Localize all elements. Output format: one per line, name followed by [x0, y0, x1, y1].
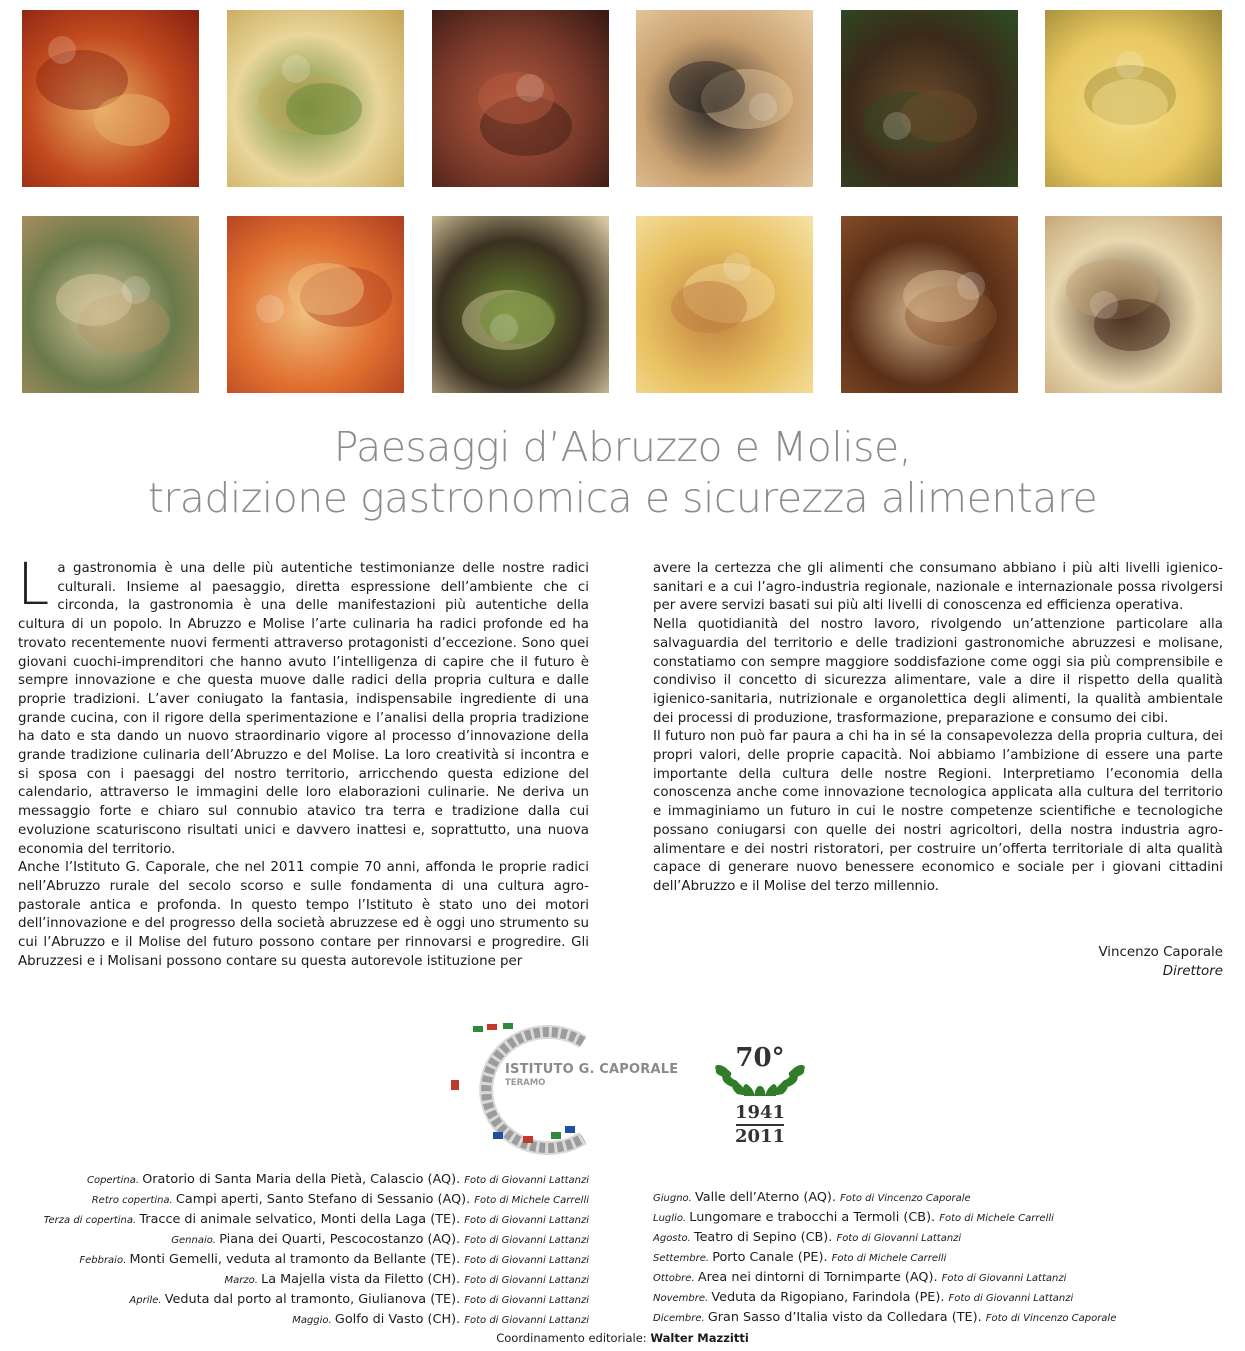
photo-credit-row — [653, 1208, 1116, 1228]
credit-author: Foto di Giovanni Lattanzi — [836, 1233, 962, 1244]
photo-seafood-pasta — [636, 10, 813, 187]
credit-place: Campi aperti, Santo Stefano di Sessanio (AQ). — [175, 1192, 475, 1207]
photo-credit-row — [44, 1250, 589, 1270]
credit-place: Golfo di Vasto (CH). — [334, 1312, 465, 1327]
photo-credit-row — [44, 1310, 589, 1330]
photo-credit-row — [653, 1248, 1116, 1268]
credit-month: Copertina. — [86, 1175, 143, 1186]
credit-month: Terza di copertina. — [43, 1215, 140, 1226]
credit-place: La Majella vista da Filetto (CH). — [261, 1272, 465, 1287]
photo-credit-row — [44, 1290, 589, 1310]
paragraph: avere la certezza che gli alimenti che consumano abbiano i più alti livelli igienico-sanitari e a cui l’agro-industria regionale, nazionale e internazionale possa rivolgersi per avere servizi basati sui più alti livelli di conoscenza ed efficienza operativa. — [653, 561, 1223, 614]
photo-truffle-gnocchi — [432, 216, 609, 393]
photo-foie-gras — [841, 216, 1018, 393]
laurel-wreath-icon — [710, 1016, 810, 1096]
year-end: 2011 — [734, 1126, 786, 1147]
credit-place: Lungomare e trabocchi a Termoli (CB). — [689, 1210, 940, 1225]
credit-month: Agosto. — [653, 1233, 694, 1244]
credit-month: Ottobre. — [653, 1273, 698, 1284]
credit-month: Maggio. — [292, 1315, 335, 1326]
credit-month: Aprile. — [129, 1295, 165, 1306]
photo-credits-left — [44, 1170, 589, 1330]
credit-author: Foto di Giovanni Lattanzi — [464, 1275, 589, 1286]
photo-pappardelle — [227, 216, 404, 393]
year-start: 1941 — [734, 1102, 786, 1123]
photo-credit-row — [653, 1288, 1116, 1308]
dropcap: L — [17, 550, 50, 618]
photo-credit-row — [653, 1188, 1116, 1208]
credit-month: Retro copertina. — [91, 1195, 176, 1206]
credit-place: Veduta da Rigopiano, Farindola (PE). — [711, 1290, 949, 1305]
photo-credit-row — [653, 1228, 1116, 1248]
credit-author: Foto di Michele Carrelli — [474, 1195, 589, 1206]
credit-author: Foto di Giovanni Lattanzi — [464, 1295, 589, 1306]
credit-author: Foto di Giovanni Lattanzi — [941, 1273, 1067, 1284]
credit-month: Marzo. — [224, 1275, 262, 1286]
logo-name: ISTITUTO G. CAPORALE — [505, 1062, 679, 1077]
editorial-name: Walter Mazzitti — [650, 1331, 749, 1345]
credit-author: Foto di Vincenzo Caporale — [985, 1313, 1117, 1324]
credit-author: Foto di Vincenzo Caporale — [840, 1193, 971, 1204]
editorial-credit — [0, 1331, 1245, 1345]
editorial-label: Coordinamento editoriale: — [496, 1331, 647, 1345]
credit-month: Luglio. — [653, 1213, 690, 1224]
paragraph-text: a gastronomia è una delle più autentiche testimonianze delle nostre radici culturali. Insieme al paesaggio, diretta espressione dell’ambiente che ci circonda, la gastronomia è una delle manifestazioni più autentiche della cultura di un popolo. In Abruzzo e Molise l’arte culinaria ha radici profonde ed ha trovato recentemente nuovi fermenti attraverso protagonisti d’eccezione. Sono quei giovani cuochi-imprenditori che hanno avuto l’intelligenza di capire che il futuro è sempre innovazione e che questa muove dalle radici della propria cultura e dalle proprie tradizioni. L’aver coniugato la fantasia, indispensabile ingrediente di una grande cucina, con il rigore della sperimentazione e l’analisi della propria tradizione ha dato e sta dando un nuovo straordinario vigore al processo d’innovazione della grande tradizione culinaria dell’Abruzzo e del Molise. La loro creatività si incontra e si sposa con i paesaggi del nostro territorio, arricchendo questa edizione del calendario, attraverso le immagini delle loro elaborazioni culinarie. Ne deriva un messaggio forte e chiaro sul connubio atavico tra terra e tradizione dalla cui evoluzione scaturiscono risultati unici e davvero inattesi e, soprattutto, una nuova economia del territorio. — [18, 561, 589, 857]
credit-author: Foto di Michele Carrelli — [939, 1213, 1054, 1224]
photo-credit-row — [653, 1308, 1116, 1328]
photo-lamb-rosemary — [841, 10, 1018, 187]
credit-author: Foto di Michele Carrelli — [831, 1253, 947, 1264]
title-line-2: tradizione gastronomica e sicurezza alimentare — [147, 474, 1098, 522]
photo-spaghetti-anchovies — [227, 10, 404, 187]
photo-credit-row — [44, 1270, 589, 1290]
signature — [1098, 943, 1223, 981]
credit-author: Foto di Giovanni Lattanzi — [464, 1235, 589, 1246]
credit-place: Veduta dal porto al tramonto, Giulianova (TE). — [164, 1292, 465, 1307]
credit-month: Febbraio. — [79, 1255, 130, 1266]
photo-credit-row — [44, 1230, 589, 1250]
credit-author: Foto di Giovanni Lattanzi — [464, 1255, 589, 1266]
photo-credit-row — [44, 1210, 589, 1230]
credit-place: Piana dei Quarti, Pescocostanzo (AQ). — [219, 1232, 465, 1247]
credit-place: Porto Canale (PE). — [712, 1250, 832, 1265]
credit-month: Novembre. — [653, 1293, 712, 1304]
photo-credit-row — [653, 1268, 1116, 1288]
credit-author: Foto di Giovanni Lattanzi — [948, 1293, 1074, 1304]
photo-credit-row — [44, 1170, 589, 1190]
credit-author: Foto di Giovanni Lattanzi — [464, 1215, 589, 1226]
paragraph — [17, 550, 589, 859]
paragraph: Il futuro non può far paura a chi ha in sé la consapevolezza della propria cultura, dei propri valori, delle proprie capacità. Noi abbiamo l’ambizione di essere una parte importante della cultura delle nostre Regioni. Interpretiamo l’economia della conoscenza anche come innovazione tecnologica applicata alla cultura del territorio e immaginiamo un futuro in cui le nostre competenze scientifiche e tecnologiche possano coniugarsi con quelle dei nostri agricoltori, della nostra industria agro-alimentare e dei nostri ristoratori, per costruire un’offerta territoriale di alta qualità capace di generare nuovo benessere economico e sociale per i giovani cittadini dell’Abruzzo e il Molise del terzo millennio. — [653, 729, 1223, 894]
photo-fried-straws — [1045, 216, 1222, 393]
credit-place: Gran Sasso d’Italia visto da Colledara (TE). — [707, 1310, 986, 1325]
signature-name: Vincenzo Caporale — [1098, 945, 1223, 960]
photo-spaghetti-meatballs — [22, 10, 199, 187]
photo-seared-tuna — [432, 10, 609, 187]
credit-place: Monti Gemelli, veduta al tramonto da Bellante (TE). — [129, 1252, 465, 1267]
anniversary-badge — [710, 1016, 810, 1151]
credit-place: Tracce di animale selvatico, Monti della Laga (TE). — [139, 1212, 465, 1227]
paragraph: Nella quotidianità del nostro lavoro, rivolgendo un’attenzione particolare alla salvaguardia del territorio e delle tradizioni gastronomiche abruzzesi e molisane, constatiamo con sempre maggiore soddisfazione come oggi sia più comprensibile e condiviso il concetto di sicurezza alimentare, vale a dire il rispetto della qualità igienico-sanitaria, nutrizionale e organolettica degli alimenti, la qualità ambientale dei processi di produzione, trasformazione, preparazione e consumo dei cibi. — [653, 617, 1223, 726]
credit-place: Valle dell’Aterno (AQ). — [695, 1190, 841, 1205]
credit-place: Oratorio di Santa Maria della Pietà, Calascio (AQ). — [142, 1172, 465, 1187]
credit-month: Dicembre. — [653, 1313, 708, 1324]
anniversary-number: 70° — [735, 1043, 785, 1073]
credit-author: Foto di Giovanni Lattanzi — [464, 1315, 589, 1326]
credit-author: Foto di Giovanni Lattanzi — [464, 1175, 589, 1186]
text-column-right — [653, 560, 1223, 897]
photo-tortelli — [1045, 10, 1222, 187]
title-line-1: Paesaggi d’Abruzzo e Molise, — [333, 423, 912, 471]
photo-frittata — [22, 216, 199, 393]
credit-month: Gennaio. — [171, 1235, 220, 1246]
paragraph: Anche l’Istituto G. Caporale, che nel 2011 compie 70 anni, affonda le proprie radici nell’Abruzzo rurale del secolo scorso e sulle fondamenta di una cultura agro-pastorale antica e profonda. In questo tempo l’Istituto è stato uno dei motori dell’innovazione e del progresso della società abruzzese ed è oggi uno strumento su cui l’Abruzzo e il Molise del futuro possono contare per rinnovarsi e progredire. Gli Abruzzesi e i Molisani possono contare su questa autorevole istituzione per — [18, 860, 589, 969]
page-title — [0, 422, 1245, 524]
credit-place: Area nei dintorni di Tornimparte (AQ). — [697, 1270, 942, 1285]
photo-crispy-pasta — [636, 216, 813, 393]
logo-city: TERAMO — [505, 1078, 546, 1088]
credit-place: Teatro di Sepino (CB). — [693, 1230, 837, 1245]
text-column-left — [17, 550, 589, 971]
institute-logo — [433, 1020, 693, 1155]
credit-month: Settembre. — [653, 1253, 713, 1264]
photo-credit-row — [44, 1190, 589, 1210]
credit-month: Giugno. — [653, 1193, 696, 1204]
signature-role: Direttore — [1162, 964, 1223, 979]
photo-credits-right — [653, 1188, 1116, 1328]
